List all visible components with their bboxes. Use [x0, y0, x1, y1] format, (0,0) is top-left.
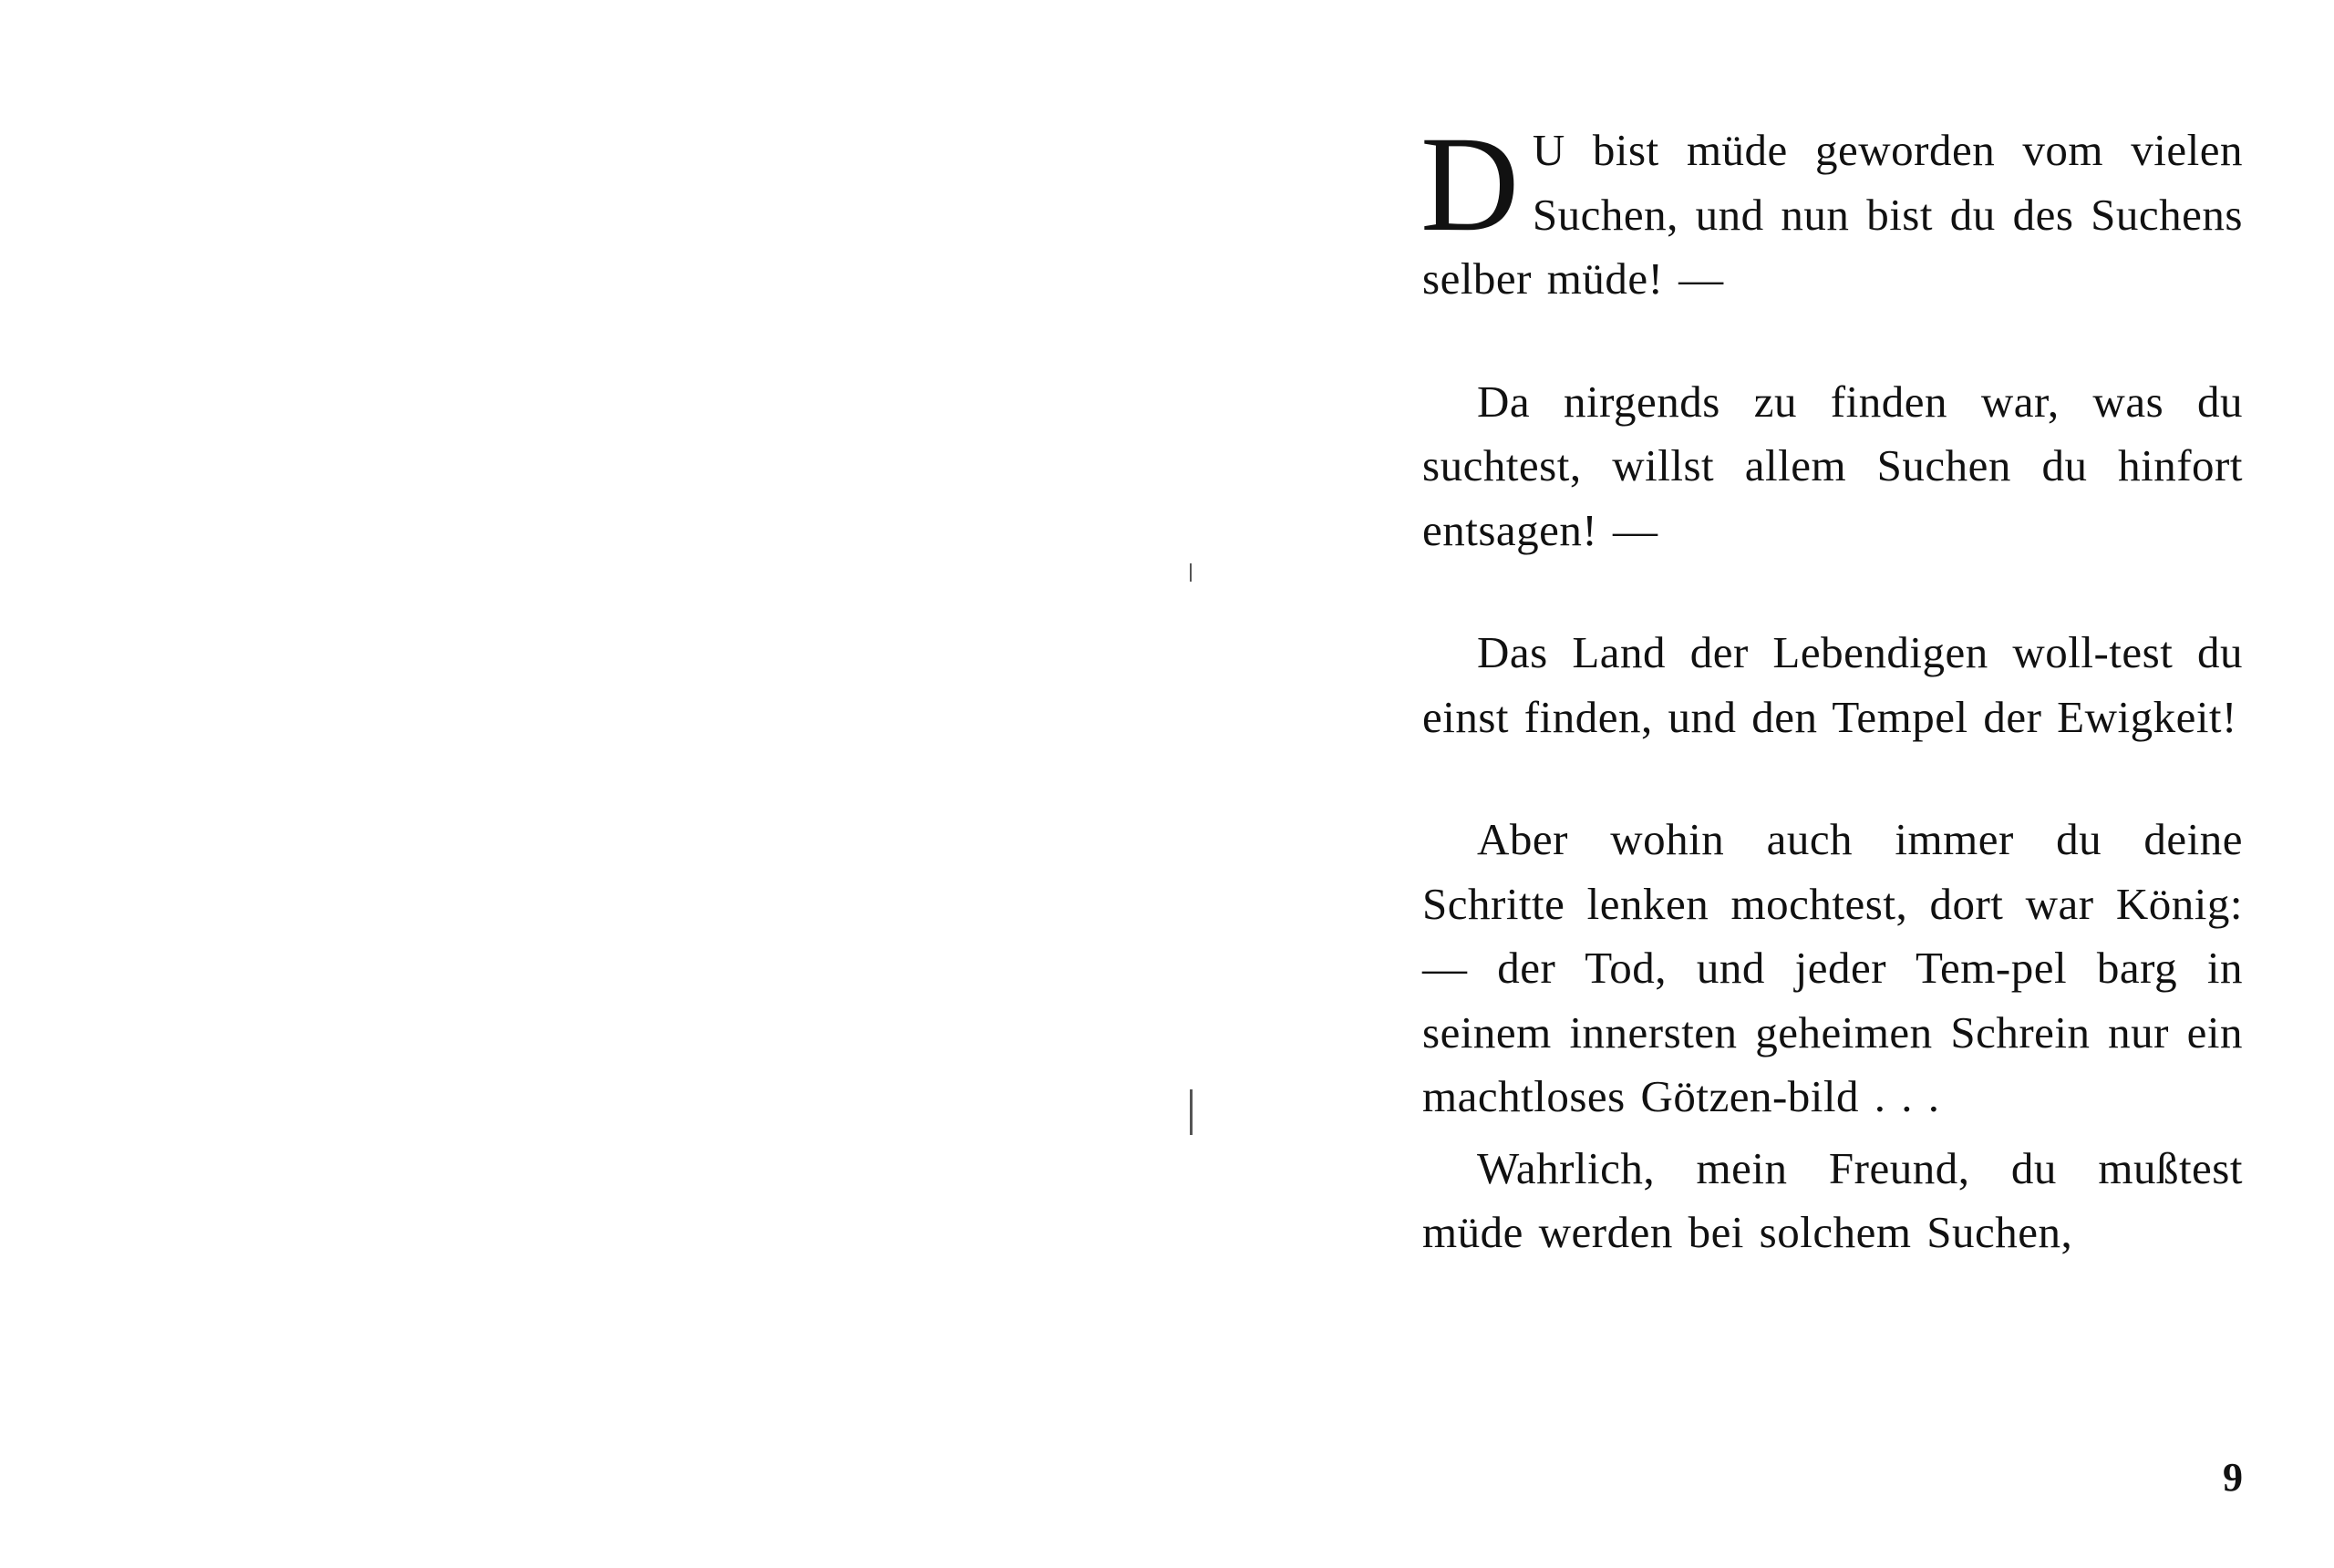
paragraph-1 [1420, 108, 2243, 312]
paragraph-2: Da nirgends zu finden war, was du suchtest, willst allem Suchen du hinfort entsagen! — [1422, 376, 2243, 555]
right-page [1420, 108, 2243, 1541]
paragraph-3: Das Land der Lebendigen woll-test du einst finden, und den Tempel der Ewigkeit! [1422, 627, 2243, 742]
page-number: 9 [2223, 1455, 2243, 1500]
gutter-mark [1190, 1089, 1193, 1135]
paragraph-1-text: U bist müde geworden vom vielen Suchen, und nun bist du des Suchens selber müde! — [1422, 125, 2243, 304]
drop-cap: D [1420, 108, 1520, 260]
paragraph-4: Aber wohin auch immer du deine Schritte lenken mochtest, dort war König: — der Tod, und jeder Tem-pel barg in seinem innersten geheimen Schrein nur ein machtloses Götzen-bild . . . [1422, 814, 2243, 1121]
gutter-mark [1190, 563, 1192, 582]
paragraph-5: Wahrlich, mein Freund, du mußtest müde werden bei solchem Suchen, [1422, 1142, 2243, 1257]
